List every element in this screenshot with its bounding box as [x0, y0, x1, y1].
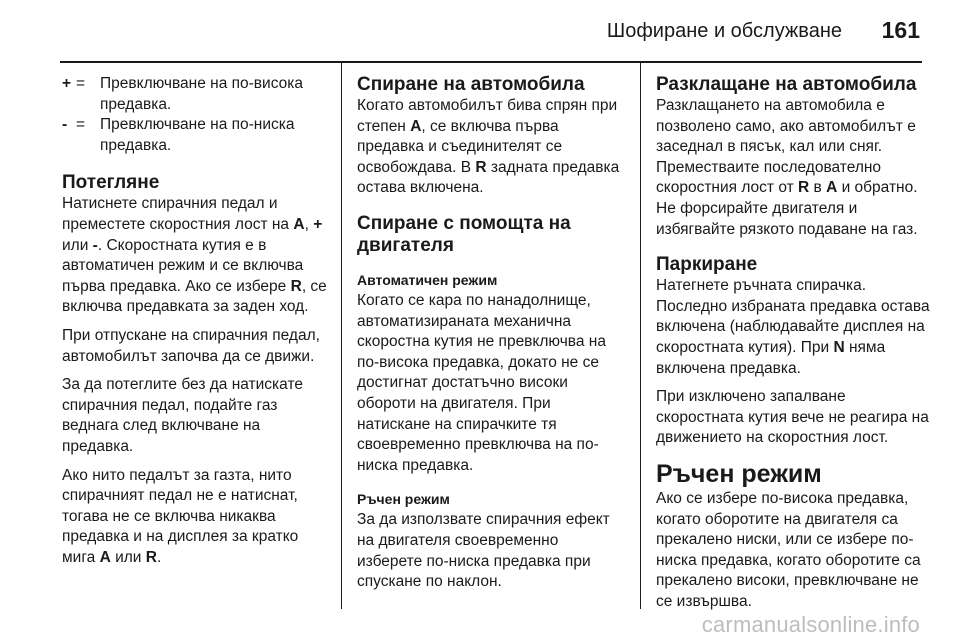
definition-plus [62, 74, 332, 115]
paragraph: Натиснете спирачния педал и преместете скоростния лост на A, + или -. Скоростната кутия е в автоматичен режим и се включва първа предавка. Ако се избере R, се включва предавката за заден ход. [62, 195, 327, 316]
minus-symbol: - [62, 116, 68, 134]
definition-text: Превключване на по-висока предавка. [100, 75, 303, 113]
equals-sign: = [76, 116, 86, 134]
watermark: carmanualsonline.info [701, 612, 920, 637]
heading-start: Потегляне [62, 172, 160, 194]
paragraph: Натегнете ръчната спирачка. Последно избраната предавка остава включена (наблюдавайте дисплея на скоростната кутия). При N няма включена предавка. [656, 277, 930, 377]
definition-minus [62, 115, 332, 156]
paragraph: При отпускане на спирачния педал, автомобилът започва да се движи. [62, 326, 320, 365]
paragraph: Когато автомобилът бива спрян при степен A, се включва първа предавка и съединителят се освобождава. В R задната предавка остава включена. [357, 97, 620, 197]
column-divider-1 [341, 63, 342, 609]
paragraph: При изключено запалване скоростната кутия вече не реагира на движението на скоростния лост. [656, 388, 929, 447]
subheading-manual-mode: Ръчен режим [357, 491, 450, 508]
subheading-auto-mode: Автоматичен режим [357, 271, 498, 288]
header-rule [60, 61, 922, 63]
heading-engine-braking: Спиране с помощта на двигателя [357, 212, 571, 256]
column-2 [357, 74, 627, 601]
heading-parking: Паркиране [656, 254, 758, 276]
page-header [0, 0, 960, 56]
heading-manual-mode: Ръчен режим [656, 459, 822, 488]
equals-sign: = [76, 75, 86, 92]
column-divider-2 [640, 63, 641, 609]
paragraph: Когато се кара по нанадолнище, автоматизираната механична скоростна кутия не превключва на по-висока предавка, докато не се достигнат достатъчно високи обороти на двигателя. При натискане на спирачките тя своевременно превключва на по-ниска предавка. [357, 291, 606, 474]
heading-stopping: Спиране на автомобила [357, 74, 585, 95]
paragraph: Разклащането на автомобила е позволено само, ако автомобилът е заседнал в пясък, кал или сняг. Преместваите последователно скоростния лост от R в A и обратно. Не форсирайте двигателя и избягвайте рязкото подаване на газ. [656, 97, 918, 238]
plus-symbol: + [62, 75, 72, 92]
column-1 [62, 74, 332, 576]
paragraph: За да потеглите без да натискате спирачния педал, подайте газ веднага след включване на предавка. [62, 376, 304, 455]
header-title: Шофиране и обслужване [606, 20, 842, 42]
paragraph: Ако нито педалът за газта, нито спирачният педал не е натиснат, тогава не се включва никаква предавка и на дисплея за кратко мига A или R. [62, 466, 299, 566]
paragraph: Ако се избере по-висока предавка, когато оборотите на двигателя са прекалено ниски, или се избере по-ниска предавка, когато оборотите са прекалено високи, превключване не се извършва. [656, 489, 921, 610]
page-number: 161 [881, 17, 920, 43]
column-3 [656, 74, 930, 620]
heading-rocking: Разклащане на автомобила [656, 74, 917, 95]
definition-text: Превключване на по-ниска предавка. [100, 116, 295, 154]
paragraph: За да използвате спирачния ефект на двигателя своевременно изберете по-ниска предавка при спускане по наклон. [357, 511, 610, 591]
